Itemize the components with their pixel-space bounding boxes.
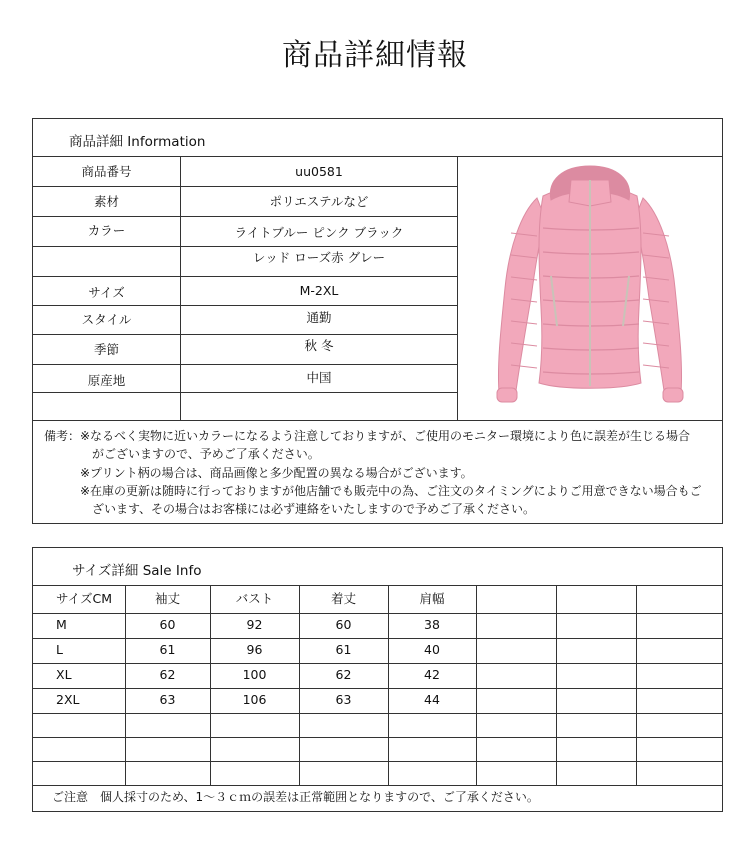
size-row-line <box>32 585 723 586</box>
remarks-line: がございますので、予めご了承ください。 <box>92 447 320 461</box>
info-divider <box>32 276 458 277</box>
size-cell: 62 <box>159 667 176 682</box>
product-image <box>459 158 721 418</box>
size-row-line <box>32 663 723 664</box>
size-row-line <box>32 713 723 714</box>
size-cell: 106 <box>242 692 267 707</box>
size-row-line <box>32 737 723 738</box>
size-row-line <box>32 688 723 689</box>
size-cell: M <box>56 617 67 632</box>
info-section-title: 商品詳細 Information <box>69 134 206 150</box>
size-header-cell: 着丈 <box>330 591 356 606</box>
jacket-left-sleeve <box>498 198 545 398</box>
info-divider <box>32 186 458 187</box>
info-label: 原産地 <box>87 373 126 388</box>
size-note: ご注意 個人採寸のため、1～３ｃｍの誤差は正常範囲となりますので、ご了承ください。 <box>52 790 539 804</box>
info-divider <box>32 364 458 365</box>
size-col-line <box>210 585 211 785</box>
remarks-line: ざいます、その場合はお客様には必ず連絡をいたしますので予めご了承ください。 <box>92 502 536 516</box>
info-value: 秋 冬 <box>304 338 334 353</box>
size-cell: XL <box>56 667 72 682</box>
pink-jacket-illustration <box>459 158 721 418</box>
size-cell: 61 <box>335 642 352 657</box>
remarks-line: ※在庫の更新は随時に行っておりますが他店舗でも販売中の為、ご注文のタイミングによりご用意できない場合もご <box>80 484 702 498</box>
size-cell: 60 <box>159 617 176 632</box>
info-value: 中国 <box>306 370 332 385</box>
size-cell: 63 <box>335 692 352 707</box>
size-section-title: サイズ詳細 Sale Info <box>72 563 202 579</box>
info-label: 季節 <box>93 342 119 357</box>
jacket-right-sleeve <box>635 198 682 398</box>
size-cell: 60 <box>335 617 352 632</box>
jacket-right-cuff <box>663 388 683 402</box>
size-cell: 44 <box>424 692 440 707</box>
info-divider <box>32 334 458 335</box>
size-col-line <box>299 585 300 785</box>
info-value: 通勤 <box>306 310 332 325</box>
size-cell: 40 <box>424 642 440 657</box>
page-title: 商品詳細情報 <box>282 38 468 73</box>
info-value: レッド ローズ赤 グレー <box>252 250 386 265</box>
info-value: uu0581 <box>295 164 343 179</box>
info-divider <box>32 246 458 247</box>
size-cell: 62 <box>335 667 352 682</box>
size-cell: 42 <box>424 667 440 682</box>
info-value: ポリエステルなど <box>269 194 369 209</box>
info-divider <box>32 216 458 217</box>
info-value: ライトブルー ピンク ブラック <box>234 225 404 240</box>
size-col-line <box>125 585 126 785</box>
jacket-left-cuff <box>497 388 517 402</box>
info-divider <box>457 156 458 420</box>
size-header-cell: 肩幅 <box>419 591 445 606</box>
size-row-line <box>32 613 723 614</box>
remarks-line: ※プリント柄の場合は、商品画像と多少配置の異なる場合がございます。 <box>80 466 473 480</box>
size-col-line <box>476 585 477 785</box>
size-col-line <box>636 585 637 785</box>
size-cell: 100 <box>242 667 267 682</box>
size-col-line <box>556 585 557 785</box>
size-cell: 61 <box>159 642 176 657</box>
info-label: サイズ <box>88 285 125 300</box>
info-label: 商品番号 <box>81 164 132 179</box>
size-header-cell: 袖丈 <box>154 591 180 606</box>
size-row-line <box>32 785 723 786</box>
info-divider <box>32 305 458 306</box>
info-divider <box>32 156 723 157</box>
size-cell: 63 <box>159 692 176 707</box>
size-col-line <box>388 585 389 785</box>
info-value: M-2XL <box>299 283 339 298</box>
info-label: カラー <box>87 223 126 238</box>
size-row-line <box>32 761 723 762</box>
info-label: 素材 <box>93 194 119 209</box>
size-header-cell: サイズCM <box>56 591 113 606</box>
info-divider <box>32 392 458 393</box>
remarks-label: 備考： <box>44 429 81 443</box>
size-row-line <box>32 638 723 639</box>
size-cell: 38 <box>424 617 440 632</box>
size-cell: 96 <box>246 642 263 657</box>
size-cell: L <box>56 642 63 657</box>
info-label: スタイル <box>81 312 132 327</box>
size-cell: 92 <box>246 617 263 632</box>
size-header-cell: バスト <box>235 591 274 606</box>
size-cell: 2XL <box>56 692 80 707</box>
info-divider <box>32 420 723 421</box>
remarks-line: ※なるべく実物に近いカラーになるよう注意しておりますが、ご使用のモニター環境により色に誤差が生じる場合 <box>80 429 691 443</box>
